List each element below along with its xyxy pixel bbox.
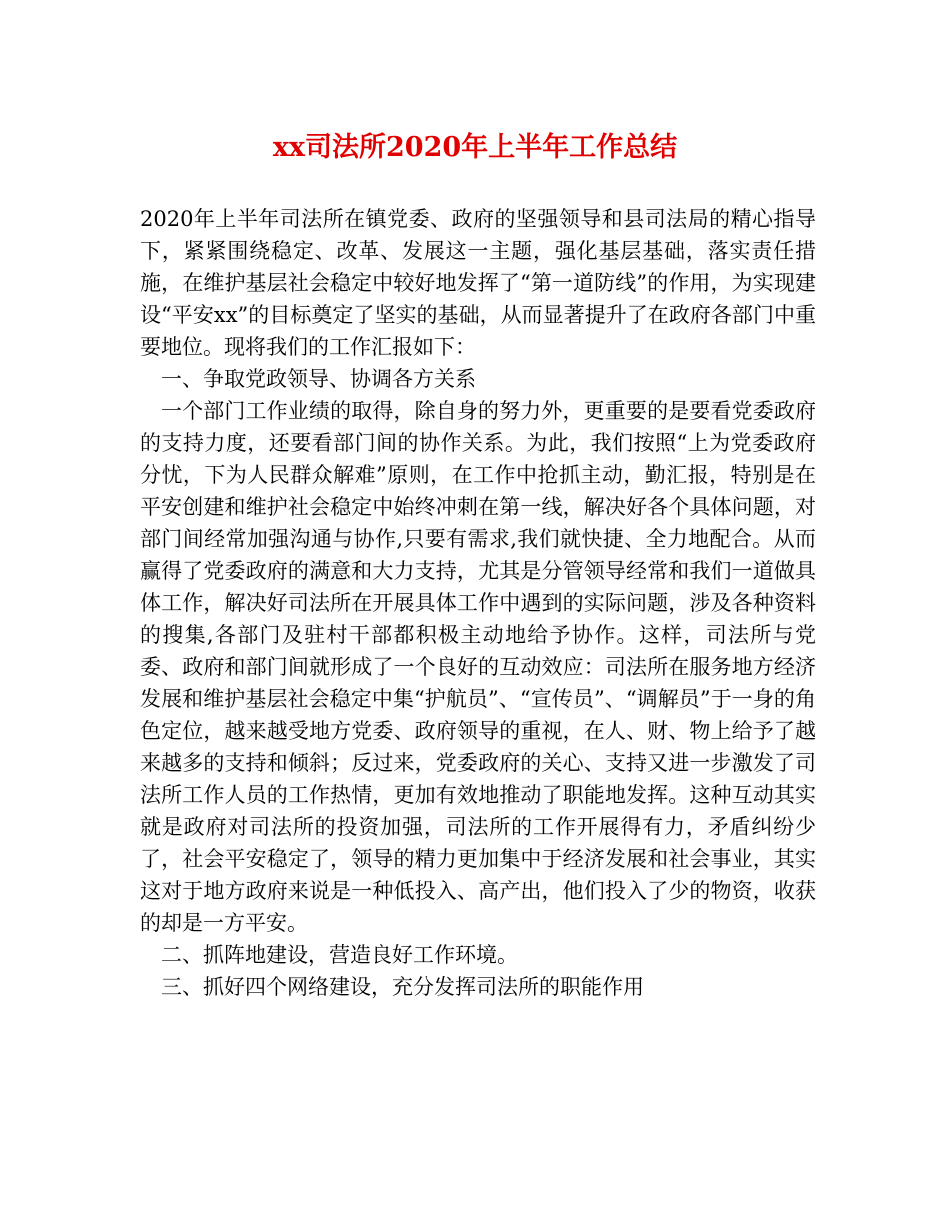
document-body bbox=[140, 203, 816, 1003]
section-heading-3: 三、抓好四个网络建设，充分发挥司法所的职能作用 bbox=[161, 975, 644, 999]
section-heading-1: 一、争取党政领导、协调各方关系 bbox=[161, 367, 476, 391]
section-heading-2: 二、抓阵地建设，营造良好工作环境。 bbox=[161, 943, 518, 967]
section-1-paragraph: 一个部门工作业绩的取得，除自身的努力外，更重要的是要看党委政府的支持力度，还要看部门间的协作关系。为此，我们按照“上为党委政府分忧，下为人民群众解难”原则，在工作中抢抓主动，勤汇报，特别是在平安创建和维护社会稳定中始终冲刺在第一线，解决好各个具体问题，对部门间经常加强沟通与协作,只要有需求,我们就快捷、全力地配合。从而赢得了党委政府的满意和大力支持，尤其是分管领导经常和我们一道做具体工作，解决好司法所在开展具体工作中遇到的实际问题，涉及各种资料的搜集,各部门及驻村干部都积极主动地给予协作。这样，司法所与党委、政府和部门间就形成了一个良好的互动效应：司法所在服务地方经济发展和维护基层社会稳定中集“护航员”、“宣传员”、“调解员”于一身的角色定位，越来越受地方党委、政府领导的重视，在人、财、物上给予了越来越多的支持和倾斜；反过来，党委政府的关心、支持又进一步激发了司法所工作人员的工作热情，更加有效地推动了职能地发挥。这种互动其实就是政府对司法所的投资加强，司法所的工作开展得有力，矛盾纠纷少了，社会平安稳定了，领导的精力更加集中于经济发展和社会事业，其实这对于地方政府来说是一种低投入、高产出，他们投入了少的物资，收获的却是一方平安。 bbox=[140, 399, 816, 935]
document-title: xx司法所2020年上半年工作总结 bbox=[272, 132, 678, 163]
intro-paragraph: 2020年上半年司法所在镇党委、政府的坚强领导和县司法局的精心指导下，紧紧围绕稳定、改革、发展这一主题，强化基层基础，落实责任措施，在维护基层社会稳定中较好地发挥了“第一道防线”的作用，为实现建设“平安xx”的目标奠定了坚实的基础，从而显著提升了在政府各部门中重要地位。现将我们的工作汇报如下： bbox=[140, 207, 816, 359]
